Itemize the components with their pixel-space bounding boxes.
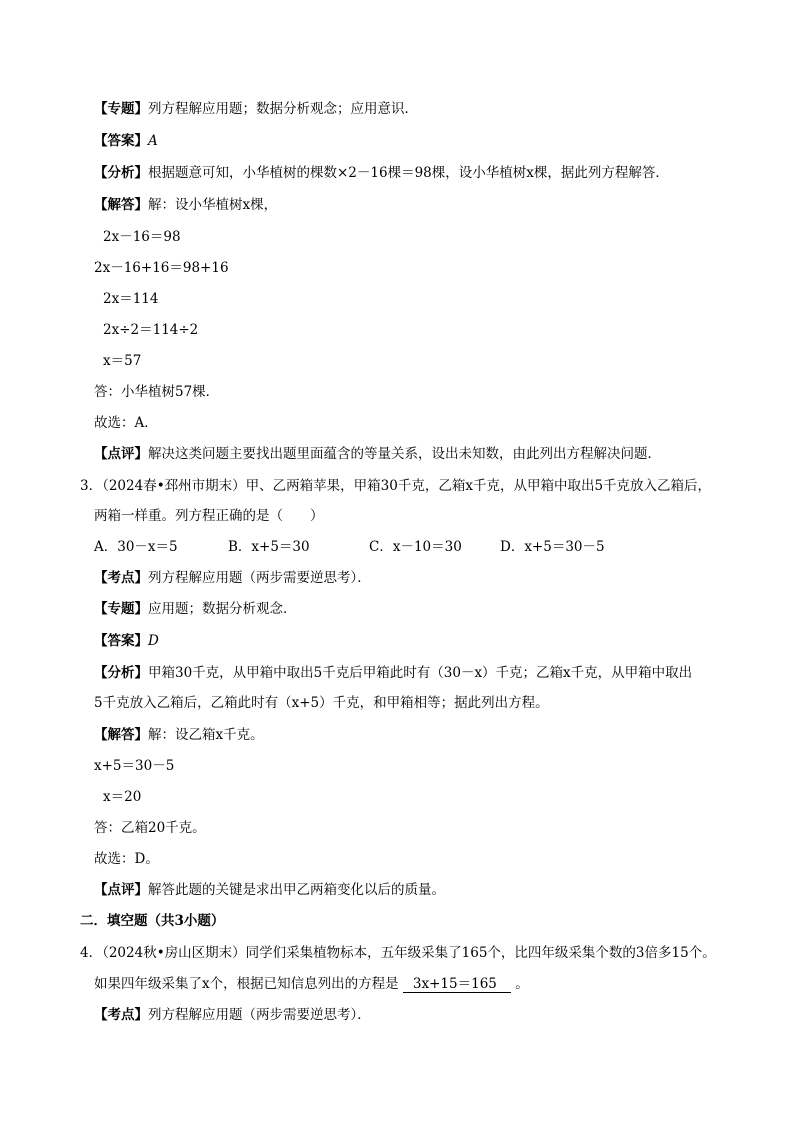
q2-comment — [94, 445, 661, 463]
analysis-tag: 【分析】 — [94, 665, 148, 681]
q3-comment — [94, 881, 445, 899]
q3-option-d: D．x+5＝30－5 — [500, 539, 605, 555]
q3-step-2: x＝20 — [103, 789, 142, 805]
point-text: 列方程解应用题（两步需要逆思考）． — [148, 1007, 371, 1023]
q2-choice: 故选：A． — [94, 415, 158, 431]
q3-solution-intro — [94, 726, 264, 744]
q3-reply: 答：乙箱20千克。 — [94, 820, 206, 836]
solution-intro: 解：设乙箱x千克。 — [148, 727, 264, 743]
q2-analysis — [94, 164, 669, 182]
point-tag: 【考点】 — [94, 1007, 148, 1023]
comment-tag: 【点评】 — [94, 882, 148, 898]
q3-choice: 故选：D。 — [94, 851, 159, 867]
q3-analysis-line1 — [94, 664, 692, 682]
q3-step-1: x+5＝30－5 — [94, 758, 175, 774]
comment-text: 解答此题的关键是求出甲乙两箱变化以后的质量。 — [148, 882, 445, 898]
q2-reply: 答：小华植树57棵． — [94, 384, 220, 400]
q4-point — [94, 1006, 371, 1024]
q4-stem-text: 如果四年级采集了x个，根据已知信息列出的方程是 — [94, 976, 399, 992]
q2-step-3: 2x＝114 — [103, 291, 159, 307]
topic-text: 列方程解应用题；数据分析观念；应用意识． — [148, 101, 418, 117]
q2-answer — [94, 132, 158, 150]
q3-analysis-line2: 5千克放入乙箱后，乙箱此时有（x+5）千克，和甲箱相等；据此列出方程。 — [94, 695, 549, 711]
q2-solution-intro — [94, 196, 277, 214]
q4-stem-line2 — [94, 975, 529, 993]
topic-tag: 【专题】 — [94, 101, 148, 117]
q2-step-4: 2x÷2＝114÷2 — [103, 322, 199, 338]
q3-option-c: C．x－10＝30 — [369, 539, 462, 555]
q3-point — [94, 569, 371, 587]
topic-tag: 【专题】 — [94, 601, 148, 617]
analysis-text-1: 甲箱30千克，从甲箱中取出5千克后甲箱此时有（30－x）千克；乙箱x千克，从甲箱中取出 — [148, 665, 693, 681]
answer-text: D — [148, 633, 159, 649]
point-text: 列方程解应用题（两步需要逆思考）． — [148, 570, 371, 586]
solution-tag: 【解答】 — [94, 197, 148, 213]
q2-step-5: x＝57 — [103, 353, 142, 369]
q4-answer-blank: 3x+15＝165 — [403, 976, 511, 993]
q3-answer — [94, 632, 159, 650]
answer-text: A — [148, 133, 158, 149]
solution-intro: 解：设小华植树x棵， — [148, 197, 278, 213]
analysis-text: 根据题意可知，小华植树的棵数×2－16棵＝98棵，设小华植树x棵，据此列方程解答． — [148, 165, 669, 181]
comment-text: 解决这类问题主要找出题里面蕴含的等量关系，设出未知数，由此列出方程解决问题． — [148, 446, 661, 462]
solution-tag: 【解答】 — [94, 727, 148, 743]
comment-tag: 【点评】 — [94, 446, 148, 462]
q4-stem-end: 。 — [515, 976, 529, 992]
q3-stem-line1: 3．（2024春•邳州市期末）甲、乙两箱苹果，甲箱30千克，乙箱x千克，从甲箱中取出5千克放入乙箱后， — [80, 478, 712, 494]
q3-option-b: B．x+5＝30 — [228, 539, 310, 555]
point-tag: 【考点】 — [94, 570, 148, 586]
q3-topic — [94, 600, 297, 618]
analysis-tag: 【分析】 — [94, 165, 148, 181]
answer-tag: 【答案】 — [94, 633, 148, 649]
q2-step-1: 2x－16＝98 — [103, 229, 181, 245]
answer-tag: 【答案】 — [94, 133, 148, 149]
q4-stem-line1: 4．（2024秋•房山区期末）同学们采集植物标本，五年级采集了165个，比四年级采集个数的3倍多15个。 — [80, 945, 716, 961]
q3-option-a: A．30－x＝5 — [94, 539, 178, 555]
q2-topic — [94, 100, 418, 118]
topic-text: 应用题；数据分析观念． — [148, 601, 297, 617]
section-title: 二．填空题（共3小题） — [80, 913, 225, 929]
q3-stem-line2: 两箱一样重。列方程正确的是（ ） — [94, 508, 324, 524]
q2-step-2: 2x－16+16＝98+16 — [94, 260, 229, 276]
